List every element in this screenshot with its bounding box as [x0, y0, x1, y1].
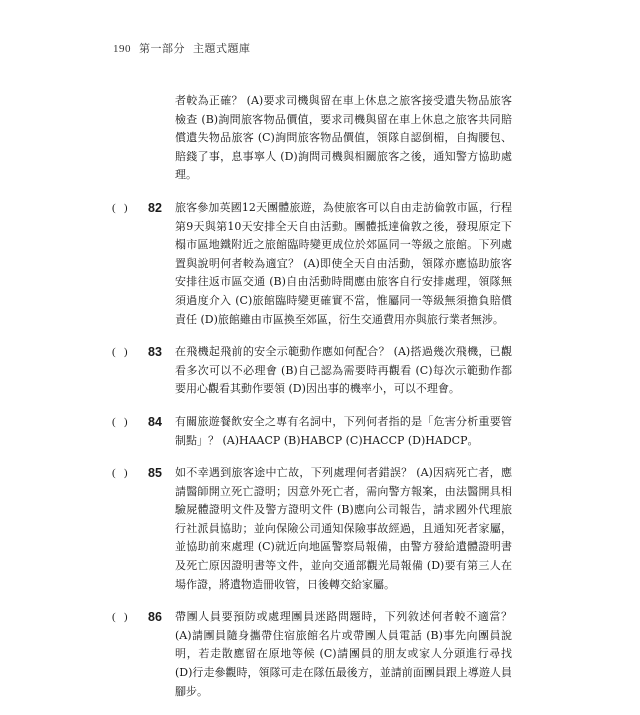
question-continuation: [175, 92, 512, 185]
question-text: 者較為正確？ (A)要求司機與留在車上休息之旅客接受遺失物品旅客檢查 (B)詢問旅客物品價值，要求司機與留在車上休息之旅客共同賠償遺失物品旅客 (C)詢問旅客物品價值，領隊自認倒楣，自掏腰包、賠錢了事，息事寧人 (D)詢問司機與相關旅客之後，通知警方協助處理。: [175, 94, 512, 182]
question-number: 83: [148, 345, 162, 360]
answer-blank: ( ): [112, 346, 128, 359]
answer-blank: ( ): [112, 415, 128, 428]
question-text: 有關旅遊餐飲安全之專有名詞中，下列何者指的是「危害分析重要管制點」？ (A)HAACP (B)HABCP (C)HACCP (D)HADCP。: [175, 414, 512, 447]
question-number: 84: [148, 414, 162, 429]
answer-blank: ( ): [112, 467, 128, 480]
question-list: [112, 92, 512, 715]
section-label: 第一部分: [139, 42, 185, 55]
chapter-title: 主題式題庫: [193, 42, 251, 55]
question-85: [112, 464, 512, 594]
question-text: 旅客參加英國12天團體旅遊，為使旅客可以自由走訪倫敦市區，行程第9天與第10天安排全天自由活動。團體抵達倫敦之後，發現原定下榻市區地鐵附近之旅館臨時變更成位於郊區同一等級之旅館。下列處置與說明何者較為適宜？ (A)即使全天自由活動，領隊亦應協助旅客安排往返市區交通 (B)自由活動時間應由旅客自行安排處理，領隊無須過度介入 (C)旅館臨時變更確實不當，惟屬同一等級無須擔負賠償責任 (D)旅館雖由市區換至郊區，衍生交通費用亦與旅行業者無涉。: [175, 200, 512, 326]
question-84: [112, 413, 512, 450]
question-text: 在飛機起飛前的安全示範動作應如何配合？ (A)搭過幾次飛機，已觀看多次可以不必理會 (B)自己認為需要時再觀看 (C)每次示範動作都要用心觀看其動作要領 (D)因出事的機率小，可以不理會。: [175, 345, 512, 396]
page-header: [113, 40, 251, 56]
question-83: [112, 343, 512, 399]
question-86: [112, 608, 512, 701]
question-82: [112, 199, 512, 329]
question-number: 85: [148, 466, 162, 481]
question-number: 86: [148, 610, 162, 625]
answer-blank: ( ): [112, 201, 128, 214]
question-number: 82: [148, 200, 162, 215]
question-text: 如不幸遇到旅客途中亡故，下列處理何者錯誤？ (A)因病死亡者，應請醫師開立死亡證明；因意外死亡者，需向警方報案，由法醫開具相驗屍體證明文件及警方證明文件 (B)應向公司報告，請求國外代理旅行社派員協助；並向保險公司通知保險事故經過，且通知死者家屬，並協助前來處理 (C)就近向地區警察局報備，由警方發給遺體證明書及死亡原因證明書等文件，並向交通部觀光局報備 (D)要有第三人在場作證，將遺物造冊收管，日後轉交給家屬。: [175, 466, 512, 591]
answer-blank: ( ): [112, 611, 128, 624]
page-number: 190: [113, 43, 131, 55]
question-text: 帶團人員要預防或處理團員迷路問題時，下列敘述何者較不適當？ (A)請團員隨身攜帶住宿旅館名片或帶團人員電話 (B)事先向團員說明，若走散應留在原地等候 (C)請團員的朋友或家人分頭進行尋找 (D)行走參觀時，領隊可走在隊伍最後方，並請前面團員跟上導遊人員腳步。: [175, 610, 512, 698]
